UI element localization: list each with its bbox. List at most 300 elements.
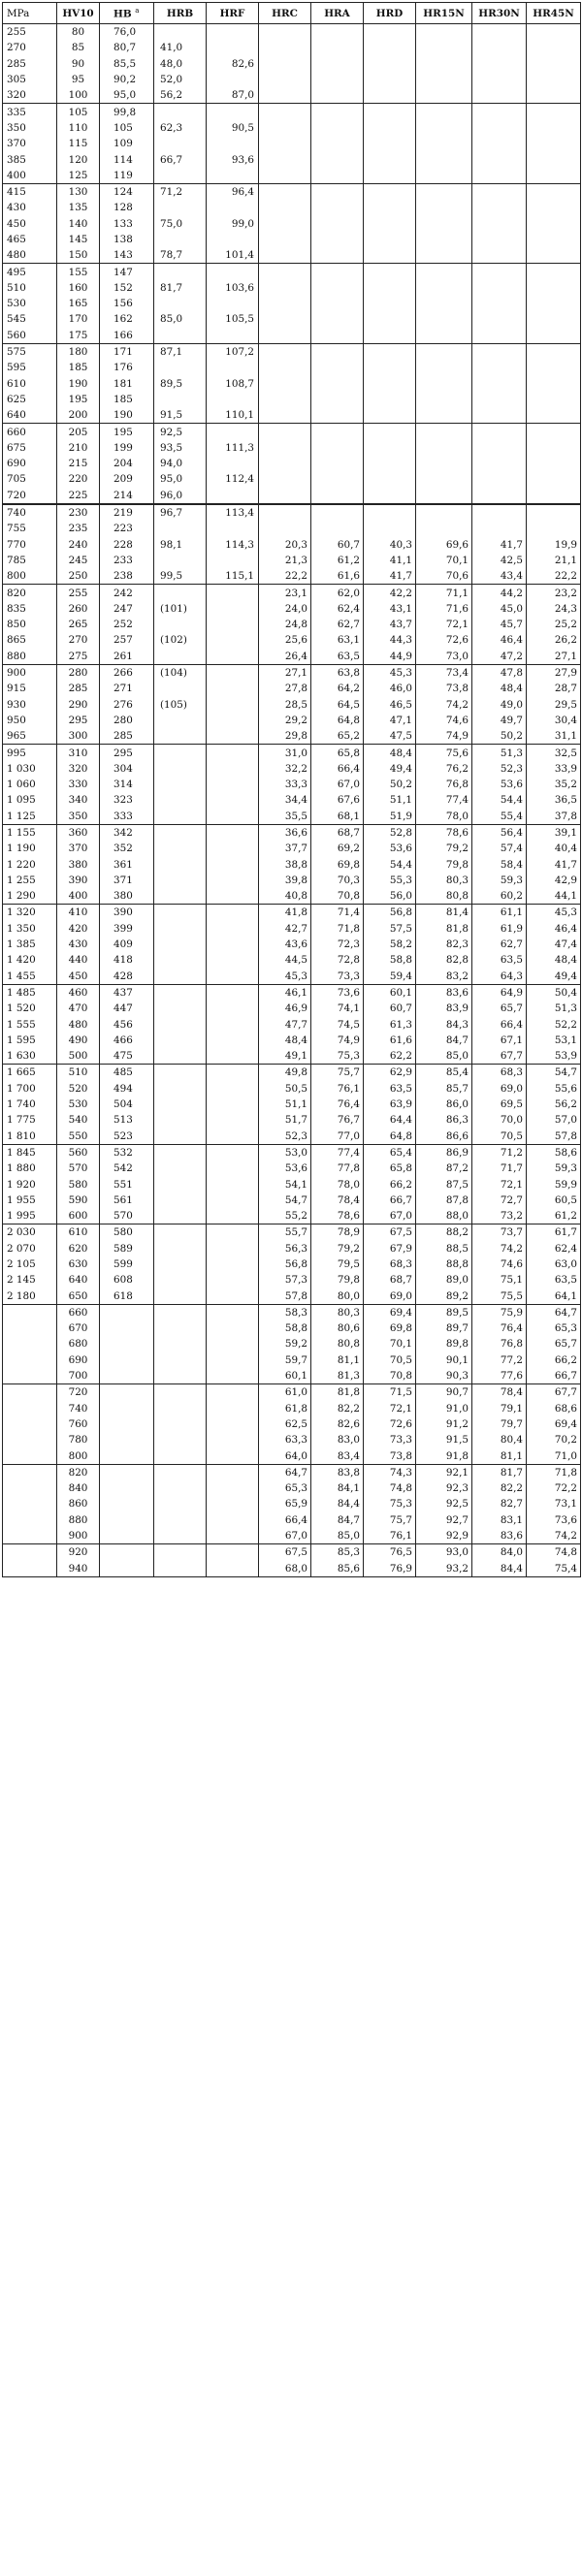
table-cell	[364, 216, 416, 232]
table-cell: 70,1	[416, 553, 472, 568]
table-row	[3, 1112, 581, 1128]
table-row	[3, 72, 581, 87]
page	[2, 2, 580, 1577]
table-cell	[154, 1016, 207, 1032]
table-cell: 62,4	[311, 601, 364, 617]
table-cell: 40,4	[527, 841, 581, 856]
table-cell: 82,7	[472, 1496, 527, 1511]
table-cell: 520	[57, 1081, 100, 1097]
table-cell: 195	[100, 424, 154, 440]
table-cell: 76,8	[416, 777, 472, 792]
table-cell	[207, 264, 259, 280]
table-cell: 93,5	[154, 440, 207, 456]
table-cell: 820	[57, 1464, 100, 1480]
table-row	[3, 713, 581, 728]
table-cell: 83,2	[416, 969, 472, 985]
table-cell: 74,6	[472, 1256, 527, 1272]
table-cell	[207, 553, 259, 568]
table-cell	[472, 151, 527, 167]
table-cell: 72,1	[364, 1401, 416, 1416]
table-cell	[154, 1208, 207, 1224]
table-cell	[259, 521, 311, 536]
table-row	[3, 328, 581, 344]
table-cell: 71,5	[364, 1384, 416, 1401]
table-row	[3, 1256, 581, 1272]
table-cell: 86,0	[416, 1097, 472, 1112]
table-cell: 650	[57, 1288, 100, 1304]
table-cell: 81,7	[154, 280, 207, 296]
table-cell: 34,4	[259, 792, 311, 808]
table-cell: 75,4	[527, 1561, 581, 1577]
table-cell: 24,0	[259, 601, 311, 617]
table-cell: 418	[100, 952, 154, 968]
table-cell	[416, 200, 472, 215]
table-cell: 63,3	[259, 1432, 311, 1447]
table-cell	[3, 1304, 57, 1320]
table-cell: 66,4	[472, 1016, 527, 1032]
table-cell	[154, 1161, 207, 1176]
table-cell: 560	[57, 1144, 100, 1161]
table-cell: 48,4	[259, 1033, 311, 1048]
table-cell: 114	[100, 151, 154, 167]
table-cell	[364, 488, 416, 504]
table-cell	[207, 1001, 259, 1016]
table-cell	[154, 937, 207, 952]
table-cell: 68,3	[472, 1065, 527, 1081]
table-cell: 352	[100, 841, 154, 856]
table-cell: 89,7	[416, 1320, 472, 1336]
table-cell: 66,2	[364, 1176, 416, 1192]
table-cell	[207, 1544, 259, 1561]
table-cell	[311, 87, 364, 104]
table-cell: 92,7	[416, 1512, 472, 1528]
table-cell	[416, 471, 472, 487]
table-cell	[207, 328, 259, 344]
table-cell	[416, 376, 472, 392]
table-cell: 371	[100, 873, 154, 888]
table-cell	[154, 905, 207, 921]
table-cell: 63,5	[472, 952, 527, 968]
table-cell	[207, 1241, 259, 1256]
table-cell	[311, 311, 364, 327]
table-cell: 96,4	[207, 183, 259, 200]
table-cell	[311, 72, 364, 87]
table-cell: 79,7	[472, 1416, 527, 1432]
table-cell	[207, 841, 259, 856]
table-cell: 610	[57, 1224, 100, 1241]
table-cell: 150	[57, 247, 100, 264]
table-cell: 214	[100, 488, 154, 504]
table-cell: 52,0	[154, 72, 207, 87]
table-cell	[207, 360, 259, 375]
table-cell: 64,4	[364, 1112, 416, 1128]
table-cell: 72,8	[311, 952, 364, 968]
table-cell: 73,3	[364, 1432, 416, 1447]
table-cell: 81,3	[311, 1368, 364, 1384]
table-cell: 370	[3, 136, 57, 151]
table-cell: 1 555	[3, 1016, 57, 1032]
table-cell	[154, 1368, 207, 1384]
table-cell	[154, 1193, 207, 1208]
table-cell	[416, 424, 472, 440]
table-cell: 530	[3, 296, 57, 311]
table-cell	[3, 1432, 57, 1447]
table-cell	[364, 168, 416, 184]
table-row	[3, 1544, 581, 1561]
table-cell	[207, 1161, 259, 1176]
table-cell	[207, 809, 259, 825]
table-cell	[154, 553, 207, 568]
table-cell: 85,0	[416, 1048, 472, 1065]
table-cell	[527, 504, 581, 521]
table-cell: 570	[100, 1208, 154, 1224]
table-cell: 915	[3, 681, 57, 696]
table-cell: 60,1	[259, 1368, 311, 1384]
table-cell: 59,3	[527, 1161, 581, 1176]
table-cell	[100, 1544, 154, 1561]
table-row	[3, 777, 581, 792]
table-row	[3, 247, 581, 264]
table-cell: 111,3	[207, 440, 259, 456]
table-cell	[207, 1224, 259, 1241]
table-cell: 61,2	[311, 553, 364, 568]
table-cell: 24,3	[527, 601, 581, 617]
table-cell: 170	[57, 311, 100, 327]
table-cell: 128	[100, 200, 154, 215]
table-cell	[3, 1401, 57, 1416]
table-row	[3, 1176, 581, 1192]
table-cell: 485	[100, 1065, 154, 1081]
table-cell: 56,4	[472, 824, 527, 841]
table-cell	[259, 504, 311, 521]
table-cell: 2 070	[3, 1241, 57, 1256]
table-cell: 93,2	[416, 1561, 472, 1577]
table-cell: 115,1	[207, 568, 259, 585]
table-cell: 63,5	[311, 649, 364, 665]
table-cell: 120	[57, 151, 100, 167]
table-cell: 80,4	[472, 1432, 527, 1447]
table-cell: 80,0	[311, 1288, 364, 1304]
table-cell	[3, 1496, 57, 1511]
table-row	[3, 809, 581, 825]
table-cell	[207, 1336, 259, 1352]
table-row	[3, 1496, 581, 1511]
table-cell: 1 420	[3, 952, 57, 968]
table-cell: 89,5	[416, 1304, 472, 1320]
table-cell: 46,0	[364, 681, 416, 696]
table-row	[3, 1241, 581, 1256]
table-cell	[154, 264, 207, 280]
table-cell	[416, 360, 472, 375]
table-row	[3, 1368, 581, 1384]
table-cell: 89,8	[416, 1336, 472, 1352]
table-cell: 74,9	[416, 728, 472, 745]
table-cell	[3, 1544, 57, 1561]
table-cell: 81,4	[416, 905, 472, 921]
table-cell: 105	[57, 104, 100, 120]
table-cell: 180	[57, 343, 100, 360]
table-cell: 86,9	[416, 1144, 472, 1161]
table-cell: 61,3	[364, 1016, 416, 1032]
table-row	[3, 1512, 581, 1528]
table-cell	[311, 200, 364, 215]
table-row	[3, 136, 581, 151]
table-cell	[416, 504, 472, 521]
table-cell: 43,4	[472, 568, 527, 585]
table-cell: 608	[100, 1272, 154, 1288]
table-cell	[154, 1304, 207, 1320]
table-cell: 44,2	[472, 585, 527, 601]
table-cell	[527, 376, 581, 392]
table-cell	[527, 247, 581, 264]
table-cell	[154, 888, 207, 905]
table-cell: 63,5	[527, 1272, 581, 1288]
table-cell: 228	[100, 537, 154, 553]
table-cell: 265	[57, 617, 100, 632]
table-cell: 95	[57, 72, 100, 87]
table-cell: 76,9	[364, 1561, 416, 1577]
table-cell: 209	[100, 471, 154, 487]
table-cell	[472, 392, 527, 407]
table-cell	[207, 1432, 259, 1447]
table-body	[3, 24, 581, 1577]
table-cell	[207, 1272, 259, 1288]
table-cell	[207, 1256, 259, 1272]
table-cell	[154, 617, 207, 632]
table-cell	[3, 1336, 57, 1352]
table-cell: 73,8	[416, 681, 472, 696]
table-cell	[311, 296, 364, 311]
table-row	[3, 905, 581, 921]
table-cell	[416, 440, 472, 456]
table-cell	[207, 1128, 259, 1144]
table-cell	[207, 72, 259, 87]
table-cell: 72,1	[472, 1176, 527, 1192]
table-cell: 75,3	[311, 1048, 364, 1065]
table-cell	[311, 151, 364, 167]
table-cell: 305	[3, 72, 57, 87]
table-cell	[207, 1401, 259, 1416]
table-cell: 53,6	[259, 1161, 311, 1176]
table-cell	[527, 440, 581, 456]
table-cell: 1 125	[3, 809, 57, 825]
table-cell	[154, 1447, 207, 1464]
table-cell	[154, 1416, 207, 1432]
table-cell: 46,4	[472, 632, 527, 648]
table-cell: 86,3	[416, 1112, 472, 1128]
table-cell	[207, 1033, 259, 1048]
table-cell: 44,5	[259, 952, 311, 968]
table-cell	[311, 264, 364, 280]
table-cell: 342	[100, 824, 154, 841]
table-cell: 62,4	[527, 1241, 581, 1256]
table-cell: 560	[3, 328, 57, 344]
table-cell	[259, 200, 311, 215]
table-cell: 247	[100, 601, 154, 617]
table-cell: 450	[57, 969, 100, 985]
table-cell: 91,8	[416, 1447, 472, 1464]
table-cell	[364, 120, 416, 136]
table-cell: 64,1	[527, 1288, 581, 1304]
table-cell	[259, 392, 311, 407]
table-cell: 90,2	[100, 72, 154, 87]
table-cell: 42,7	[259, 921, 311, 937]
table-cell: 430	[57, 937, 100, 952]
table-cell: 2 180	[3, 1288, 57, 1304]
table-cell: 41,7	[364, 568, 416, 585]
table-cell	[472, 424, 527, 440]
table-cell	[472, 56, 527, 72]
table-cell: 51,9	[364, 809, 416, 825]
table-cell: 48,4	[364, 745, 416, 761]
table-cell	[527, 120, 581, 136]
table-cell: 61,7	[527, 1224, 581, 1241]
table-cell: 87,2	[416, 1161, 472, 1176]
table-cell	[472, 521, 527, 536]
table-cell	[311, 136, 364, 151]
table-cell: 195	[57, 392, 100, 407]
table-cell	[364, 40, 416, 55]
table-row	[3, 1384, 581, 1401]
table-cell: 2 030	[3, 1224, 57, 1241]
table-cell: 70,5	[472, 1128, 527, 1144]
table-cell: 599	[100, 1256, 154, 1272]
table-cell: 95,0	[100, 87, 154, 104]
table-cell: 43,1	[364, 601, 416, 617]
table-cell: 409	[100, 937, 154, 952]
table-cell	[3, 1512, 57, 1528]
table-cell	[472, 343, 527, 360]
table-cell	[527, 311, 581, 327]
table-row	[3, 1288, 581, 1304]
table-cell: 51,3	[472, 745, 527, 761]
table-row	[3, 456, 581, 471]
table-cell: 45,3	[259, 969, 311, 985]
table-cell: 437	[100, 984, 154, 1001]
table-cell	[154, 360, 207, 375]
table-row	[3, 1161, 581, 1176]
table-cell: 62,0	[311, 585, 364, 601]
table-cell	[154, 1401, 207, 1416]
header-hr45n: HR45N	[527, 3, 581, 24]
table-cell	[259, 72, 311, 87]
table-cell: 74,5	[311, 1016, 364, 1032]
table-cell: 101,4	[207, 247, 259, 264]
table-cell: 78,0	[416, 809, 472, 825]
table-cell: 93,6	[207, 151, 259, 167]
table-cell: 47,1	[364, 713, 416, 728]
table-cell	[154, 1432, 207, 1447]
table-cell	[416, 343, 472, 360]
table-cell: 51,1	[259, 1097, 311, 1112]
table-cell	[527, 521, 581, 536]
table-cell: 74,2	[416, 696, 472, 712]
table-cell: 800	[3, 568, 57, 585]
table-cell: 54,7	[527, 1065, 581, 1081]
table-cell: 995	[3, 745, 57, 761]
table-cell: 82,3	[416, 937, 472, 952]
table-cell: 84,7	[416, 1033, 472, 1048]
table-row	[3, 1033, 581, 1048]
table-cell: 90	[57, 56, 100, 72]
table-cell: 56,8	[364, 905, 416, 921]
table-cell: 80,6	[311, 1320, 364, 1336]
table-cell	[311, 407, 364, 424]
table-cell: 32,2	[259, 761, 311, 777]
table-cell: 78,0	[311, 1176, 364, 1192]
table-cell: 110,1	[207, 407, 259, 424]
table-cell	[527, 72, 581, 87]
table-cell	[154, 681, 207, 696]
table-row	[3, 343, 581, 360]
table-row	[3, 311, 581, 327]
table-cell	[259, 120, 311, 136]
table-cell: 99,0	[207, 216, 259, 232]
table-cell: 46,1	[259, 984, 311, 1001]
table-cell: 125	[57, 168, 100, 184]
table-cell	[154, 1384, 207, 1401]
table-cell: 480	[57, 1016, 100, 1032]
table-cell: 74,6	[416, 713, 472, 728]
table-cell: 690	[3, 456, 57, 471]
table-cell	[207, 921, 259, 937]
table-cell: 930	[3, 696, 57, 712]
table-cell: 38,8	[259, 856, 311, 872]
table-cell: 47,8	[472, 664, 527, 681]
table-cell: 69,6	[416, 537, 472, 553]
table-cell	[416, 296, 472, 311]
table-cell: 23,2	[527, 585, 581, 601]
table-cell: 410	[57, 905, 100, 921]
table-cell	[527, 216, 581, 232]
table-cell	[3, 1384, 57, 1401]
table-cell: 87,1	[154, 343, 207, 360]
table-cell: 69,0	[472, 1081, 527, 1097]
table-row	[3, 1336, 581, 1352]
table-cell	[311, 360, 364, 375]
table-cell: 323	[100, 792, 154, 808]
table-cell: 70,8	[311, 888, 364, 905]
table-cell	[416, 72, 472, 87]
table-cell	[207, 1416, 259, 1432]
table-row	[3, 617, 581, 632]
table-cell: 35,2	[527, 777, 581, 792]
table-cell	[207, 232, 259, 247]
table-cell: 69,0	[364, 1288, 416, 1304]
table-row	[3, 376, 581, 392]
table-cell: 800	[57, 1447, 100, 1464]
table-cell: 41,8	[259, 905, 311, 921]
table-cell: 225	[57, 488, 100, 504]
table-cell: 494	[100, 1081, 154, 1097]
table-cell	[100, 1528, 154, 1544]
table-cell: 67,9	[364, 1241, 416, 1256]
table-cell	[154, 392, 207, 407]
table-cell: 50,5	[259, 1081, 311, 1097]
table-cell: 73,1	[527, 1496, 581, 1511]
table-cell	[259, 168, 311, 184]
table-cell: 190	[100, 407, 154, 424]
table-cell: 304	[100, 761, 154, 777]
table-cell	[100, 1336, 154, 1352]
table-cell: 145	[57, 232, 100, 247]
table-cell: 77,0	[311, 1128, 364, 1144]
table-cell: 215	[57, 456, 100, 471]
table-cell: 46,4	[527, 921, 581, 937]
table-cell	[154, 1001, 207, 1016]
table-cell: 1 190	[3, 841, 57, 856]
table-cell: 110	[57, 120, 100, 136]
